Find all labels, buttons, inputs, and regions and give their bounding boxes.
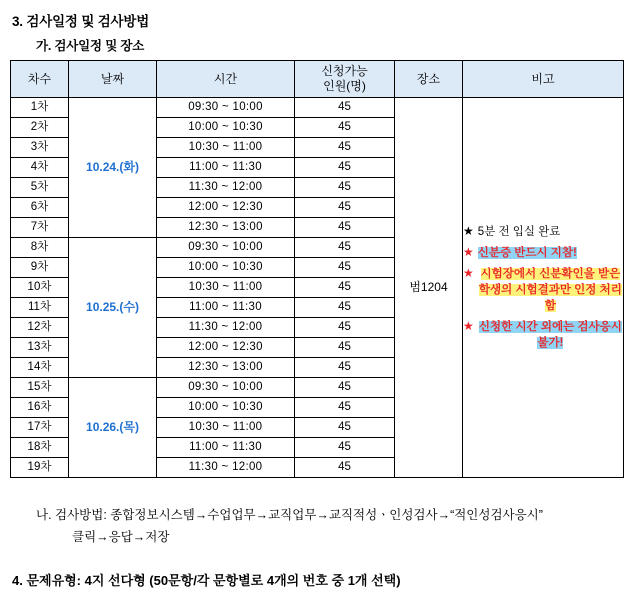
cell-cha: 8차 — [11, 238, 69, 258]
column-header-cha: 차수 — [11, 61, 69, 98]
cell-cha: 12차 — [11, 318, 69, 338]
cell-time: 10:00 ~ 10:30 — [157, 258, 295, 278]
cell-cha: 16차 — [11, 398, 69, 418]
star-icon: ★ — [463, 245, 474, 259]
cell-cha: 7차 — [11, 218, 69, 238]
cell-capacity: 45 — [295, 218, 395, 238]
cell-capacity: 45 — [295, 318, 395, 338]
cell-capacity: 45 — [295, 338, 395, 358]
cell-capacity: 45 — [295, 98, 395, 118]
cell-time: 09:30 ~ 10:00 — [157, 378, 295, 398]
subsection-heading-ga: 가. 검사일정 및 장소 — [36, 39, 145, 53]
cell-cha: 18차 — [11, 438, 69, 458]
cell-time: 10:00 ~ 10:30 — [157, 118, 295, 138]
cell-cha: 17차 — [11, 418, 69, 438]
cell-time: 10:30 ~ 11:00 — [157, 278, 295, 298]
cell-time: 12:00 ~ 12:30 — [157, 198, 295, 218]
cell-time: 10:30 ~ 11:00 — [157, 138, 295, 158]
cell-cha: 3차 — [11, 138, 69, 158]
column-header-date: 날짜 — [69, 61, 157, 98]
note-text: 신분증 반드시 지참! — [477, 247, 577, 259]
cell-cha: 9차 — [11, 258, 69, 278]
cell-time: 09:30 ~ 10:00 — [157, 238, 295, 258]
cell-time: 11:30 ~ 12:00 — [157, 178, 295, 198]
cell-time: 12:30 ~ 13:00 — [157, 218, 295, 238]
note-text: 시험장에서 신분확인을 받은 학생의 시험결과만 인정 처리함 — [478, 268, 622, 312]
section4-title: 4. 문제유형: 4지 선다형 (50문항/각 문항별로 4개의 번호 중 1개 선택) — [12, 573, 401, 588]
cell-capacity: 45 — [295, 158, 395, 178]
cell-capacity: 45 — [295, 298, 395, 318]
subsection-na-line2: 클릭→응답→저장 — [72, 530, 170, 544]
column-header-capacity — [295, 61, 395, 98]
cell-cha: 1차 — [11, 98, 69, 118]
cell-date: 10.24.(화) — [69, 98, 157, 238]
cell-time: 10:00 ~ 10:30 — [157, 398, 295, 418]
cell-cha: 6차 — [11, 198, 69, 218]
cell-capacity: 45 — [295, 198, 395, 218]
cell-note — [463, 98, 624, 478]
column-header-time: 시간 — [157, 61, 295, 98]
cell-time: 10:30 ~ 11:00 — [157, 418, 295, 438]
note-item — [463, 224, 623, 240]
cell-capacity: 45 — [295, 118, 395, 138]
cell-cha: 10차 — [11, 278, 69, 298]
cell-place: 범1204 — [395, 98, 463, 478]
subsection-na — [10, 504, 623, 548]
cell-capacity: 45 — [295, 458, 395, 478]
cell-capacity: 45 — [295, 398, 395, 418]
column-header-note: 비고 — [463, 61, 624, 98]
note-text: 5분 전 입실 완료 — [477, 226, 561, 238]
column-header-place: 장소 — [395, 61, 463, 98]
cell-cha: 5차 — [11, 178, 69, 198]
cell-capacity: 45 — [295, 378, 395, 398]
cell-capacity: 45 — [295, 178, 395, 198]
column-header-capacity-line1: 신청가능 — [321, 64, 368, 78]
cell-capacity: 45 — [295, 138, 395, 158]
cell-time: 11:00 ~ 11:30 — [157, 438, 295, 458]
cell-capacity: 45 — [295, 258, 395, 278]
cell-cha: 14차 — [11, 358, 69, 378]
cell-date: 10.25.(수) — [69, 238, 157, 378]
table-header-row — [11, 61, 624, 98]
cell-capacity: 45 — [295, 418, 395, 438]
cell-capacity: 45 — [295, 278, 395, 298]
cell-time: 11:00 ~ 11:30 — [157, 158, 295, 178]
page-title: 3. 검사일정 및 검사방법 — [12, 14, 150, 29]
note-text: 신청한 시간 외에는 검사응시 불가! — [478, 321, 622, 349]
schedule-table — [10, 60, 624, 478]
cell-cha: 15차 — [11, 378, 69, 398]
cell-cha: 4차 — [11, 158, 69, 178]
cell-cha: 19차 — [11, 458, 69, 478]
star-icon: ★ — [463, 266, 474, 280]
cell-time: 11:00 ~ 11:30 — [157, 298, 295, 318]
cell-time: 09:30 ~ 10:00 — [157, 98, 295, 118]
cell-cha: 13차 — [11, 338, 69, 358]
star-icon: ★ — [463, 224, 474, 238]
cell-time: 12:30 ~ 13:00 — [157, 358, 295, 378]
note-item — [463, 245, 623, 261]
cell-cha: 11차 — [11, 298, 69, 318]
cell-capacity: 45 — [295, 438, 395, 458]
cell-time: 12:00 ~ 12:30 — [157, 338, 295, 358]
note-item — [463, 266, 623, 314]
cell-time: 11:30 ~ 12:00 — [157, 318, 295, 338]
cell-date: 10.26.(목) — [69, 378, 157, 478]
star-icon: ★ — [463, 319, 474, 333]
subsection-na-line1: 나. 검사방법: 종합정보시스템→수업업무→교직업무→교직적성ㆍ인성검사→“적인성검사응시” — [36, 508, 543, 522]
note-item — [463, 319, 623, 351]
cell-cha: 2차 — [11, 118, 69, 138]
cell-time: 11:30 ~ 12:00 — [157, 458, 295, 478]
column-header-capacity-line2: 인원(명) — [323, 79, 366, 93]
cell-capacity: 45 — [295, 358, 395, 378]
note-list — [463, 224, 623, 351]
table-row — [11, 98, 624, 118]
cell-capacity: 45 — [295, 238, 395, 258]
